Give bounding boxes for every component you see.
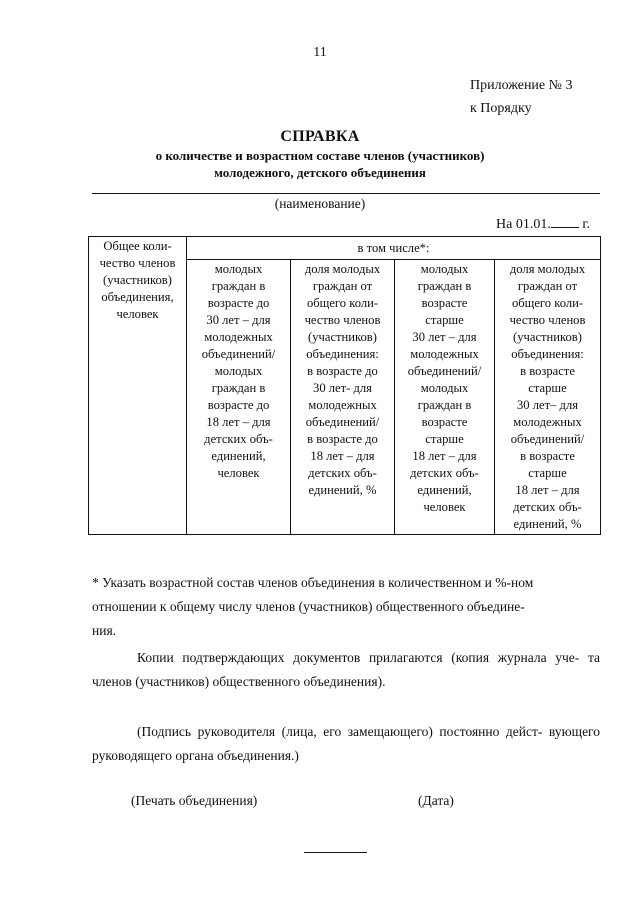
cell-line: Общее коли-	[103, 239, 172, 253]
cell-line: объединения:	[511, 347, 584, 361]
signature-text: (Подпись руководителя (лица, его замещающего) постоянно дейст-	[137, 724, 543, 739]
cell-line: человек	[423, 500, 466, 514]
cell-line: объединения:	[306, 347, 379, 361]
cell-line: объединений/	[407, 364, 482, 378]
cell-line: доля молодых	[304, 262, 381, 276]
document-title: СПРАВКА	[280, 128, 360, 145]
footnote-line: отношении к общему числу членов (участников) общественного объедине-	[92, 599, 525, 614]
cell-line: единений,	[211, 449, 266, 463]
cell-line: молодежных	[308, 398, 377, 412]
end-divider	[304, 852, 367, 853]
cell-line: старше	[425, 313, 464, 327]
date-placeholder: (Дата)	[418, 793, 454, 808]
cell-line: 18 лет – для	[310, 449, 375, 463]
cell-line: (участников)	[308, 330, 377, 344]
cell-line: молодежных	[513, 415, 582, 429]
date-prefix: На 01.01.	[496, 217, 551, 232]
appendix-label: Приложение № 3	[470, 78, 573, 93]
cell-line: объединений/	[201, 347, 276, 361]
signature-text: вующего руководящего органа объединения.)	[92, 724, 601, 763]
cell-line: общего коли-	[306, 296, 379, 310]
cell-line: человек	[217, 466, 260, 480]
stamp-placeholder: (Печать объединения)	[131, 793, 258, 808]
cell-line: детских объ-	[410, 466, 479, 480]
cell-line: доля молодых	[509, 262, 586, 276]
cell-line: старше	[425, 432, 464, 446]
young-over-age-share-header	[495, 260, 601, 535]
document-subtitle-line1: о количестве и возрастном составе членов (участников)	[155, 148, 485, 163]
cell-line: чество членов	[99, 256, 176, 270]
appendix-reference: к Порядку	[470, 101, 532, 116]
cell-line: в возрасте до	[307, 364, 378, 378]
total-members-header	[89, 237, 187, 535]
footnote	[92, 571, 600, 643]
cell-line: (участников)	[103, 273, 172, 287]
signature-paragraph	[92, 720, 600, 768]
cell-line: единений, %	[513, 517, 582, 531]
footnote-line: * Указать возрастной состав членов объединения в количественном и %-ном	[92, 575, 534, 590]
cell-line: объединения,	[101, 290, 174, 304]
cell-line: в возрасте	[520, 449, 575, 463]
cell-line: граждан от	[312, 279, 373, 293]
cell-line: молодых	[420, 381, 469, 395]
cell-line: молодежных	[204, 330, 273, 344]
cell-line: детских объ-	[308, 466, 377, 480]
cell-line: (участников)	[513, 330, 582, 344]
cell-line: 18 лет – для	[412, 449, 477, 463]
page-number: 11	[313, 45, 327, 60]
cell-line: детских объ-	[513, 500, 582, 514]
footnote-line: ния.	[92, 623, 117, 638]
cell-line: чество членов	[304, 313, 381, 327]
cell-line: общего коли-	[511, 296, 584, 310]
year-blank-field	[551, 215, 579, 228]
cell-line: граждан в	[417, 279, 472, 293]
cell-line: молодежных	[410, 347, 479, 361]
cell-line: граждан в	[211, 279, 266, 293]
cell-line: 18 лет – для	[206, 415, 271, 429]
young-over-age-count-header	[395, 260, 495, 535]
cell-line: старше	[528, 466, 567, 480]
cell-line: чество членов	[509, 313, 586, 327]
cell-line: старше	[528, 381, 567, 395]
cell-line: объединений/	[305, 415, 380, 429]
cell-line: в возрасте	[520, 364, 575, 378]
cell-line: молодых	[214, 364, 263, 378]
cell-line: граждан в	[417, 398, 472, 412]
cell-line: объединений/	[510, 432, 585, 446]
cell-line: детских объ-	[204, 432, 273, 446]
cell-line: 30 лет– для	[516, 398, 579, 412]
membership-table	[88, 236, 601, 535]
cell-line: молодых	[420, 262, 469, 276]
document-subtitle-line2: молодежного, детского объединения	[214, 165, 426, 180]
including-header: в том числе*:	[187, 237, 601, 260]
cell-line: граждан в	[211, 381, 266, 395]
cell-line: возрасте до	[207, 296, 270, 310]
name-underline	[92, 193, 600, 194]
name-caption: (наименование)	[274, 196, 366, 211]
cell-line: человек	[116, 307, 159, 321]
cell-line: молодых	[214, 262, 263, 276]
copies-text: та членов (участников) общественного объединения).	[92, 650, 601, 689]
report-date	[496, 215, 590, 233]
cell-line: 30 лет – для	[412, 330, 477, 344]
copies-text: Копии подтверждающих документов прилагаются (копия журнала уче-	[137, 650, 580, 665]
date-suffix: г.	[578, 217, 590, 232]
young-under-age-share-header	[291, 260, 395, 535]
cell-line: 18 лет – для	[515, 483, 580, 497]
cell-line: граждан от	[517, 279, 578, 293]
cell-line: возрасте до	[207, 398, 270, 412]
cell-line: в возрасте до	[307, 432, 378, 446]
cell-line: 30 лет- для	[313, 381, 372, 395]
cell-line: возрасте	[421, 296, 468, 310]
cell-line: возрасте	[421, 415, 468, 429]
young-under-age-count-header	[187, 260, 291, 535]
cell-line: единений, %	[308, 483, 377, 497]
cell-line: 30 лет – для	[206, 313, 271, 327]
copies-paragraph	[92, 646, 600, 694]
cell-line: единений,	[417, 483, 472, 497]
